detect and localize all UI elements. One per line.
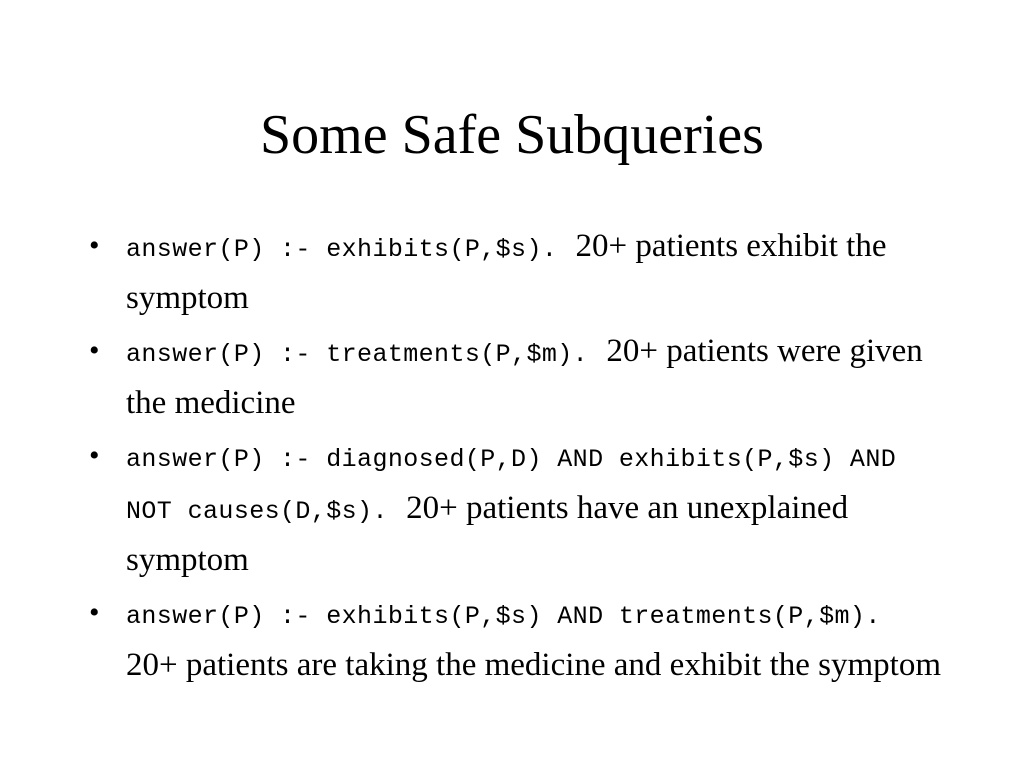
- bullet-icon: •: [89, 596, 100, 629]
- bullet-2-code: answer(P) :- treatments(P,$m).: [126, 340, 589, 369]
- bullet-icon: •: [89, 334, 100, 367]
- bullet-3-code: answer(P) :- diagnosed(P,D) AND exhibits(P,$s) AND NOT causes(D,$s).: [126, 445, 897, 526]
- bullet-item-2: [87, 327, 947, 427]
- bullet-1-text: 20+ patients exhibit the symptom: [126, 228, 887, 316]
- bullet-item-1: [87, 222, 947, 322]
- bullet-4-text: 20+ patients are taking the medicine and exhibit the symptom: [126, 647, 941, 683]
- bullet-item-3: [87, 432, 947, 584]
- bullet-list: [87, 222, 947, 694]
- bullet-2-text: 20+ patients were given the medicine: [126, 333, 923, 421]
- bullet-icon: •: [89, 439, 100, 472]
- slide-title: Some Safe Subqueries: [260, 104, 764, 166]
- bullet-4-code: answer(P) :- exhibits(P,$s) AND treatments(P,$m).: [126, 602, 881, 631]
- bullet-1-code: answer(P) :- exhibits(P,$s).: [126, 235, 558, 264]
- bullet-3-text: 20+ patients have an unexplained symptom: [126, 490, 849, 578]
- bullet-item-4: [87, 589, 947, 689]
- bullet-icon: •: [89, 229, 100, 262]
